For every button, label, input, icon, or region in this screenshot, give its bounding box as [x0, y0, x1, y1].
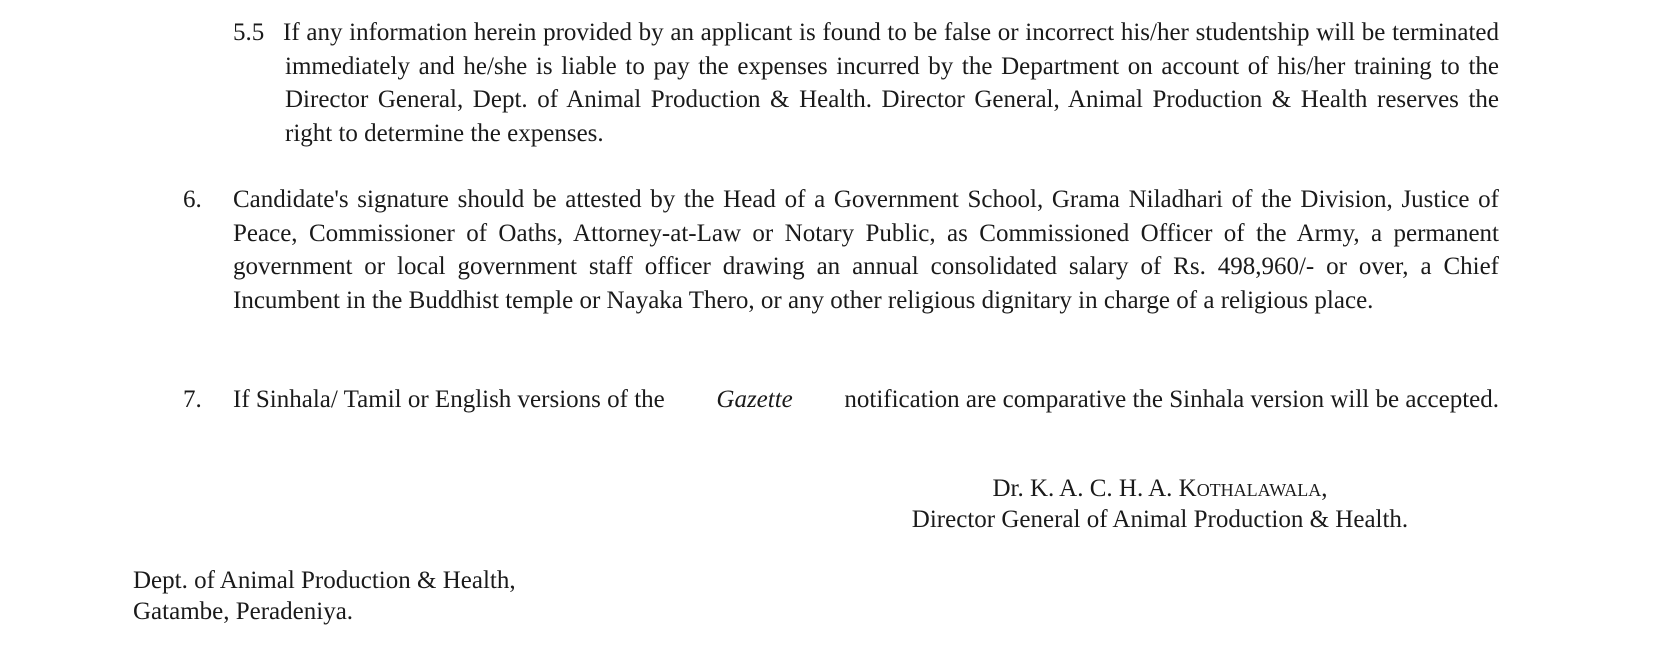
clause-text: [233, 383, 1499, 417]
clause-text-before: If Sinhala/ Tamil or English versions of the: [233, 386, 665, 413]
clause-number: 6.: [183, 186, 202, 213]
clause-6: [183, 183, 1499, 317]
signatory-name-suffix: ,: [1321, 475, 1328, 502]
clause-number: 5.5: [233, 19, 265, 46]
signatory-title: Director General of Animal Production & Health.: [911, 506, 1409, 533]
signature-block: [860, 473, 1460, 535]
clause-number: 7.: [183, 386, 202, 413]
clause-body: [233, 16, 1499, 150]
clause-text-after: notification are comparative the Sinhala version will be accepted.: [844, 386, 1499, 413]
clause-5-5: [233, 16, 1499, 150]
address-block: [133, 565, 516, 627]
clause-7: [183, 383, 1499, 417]
clause-text: If any information herein provided by an applicant is found to be false or incorrect his/her studentship will be terminated immediately and he/she is liable to pay the expenses incurred by the Department on account of his/her training to the Director General, Dept. of Animal Production & Health. Director General, Animal Production & Health reserves the right to determine the expenses.: [283, 19, 1499, 147]
signatory-name: [860, 473, 1460, 504]
signatory-name-prefix: Dr. K. A. C. H. A. K: [992, 475, 1197, 502]
address-line-2: Gatambe, Peradeniya.: [133, 598, 354, 625]
address-line-1: Dept. of Animal Production & Health,: [133, 567, 516, 594]
gazette-italic: Gazette: [716, 386, 793, 413]
clause-text: Candidate's signature should be attested by the Head of a Government School, Grama Niladhari of the Division, Justice of Peace, Commissioner of Oaths, Attorney-at-Law or Notary Public, as Commissioned Officer of the Army, a permanent government or local government staff officer drawing an annual consolidated salary of Rs. 498,960/- or over, a Chief Incumbent in the Buddhist temple or Nayaka Thero, or any other religious dignitary in charge of a religious place.: [233, 186, 1499, 314]
signatory-name-smallcaps: othalawala: [1196, 475, 1322, 502]
